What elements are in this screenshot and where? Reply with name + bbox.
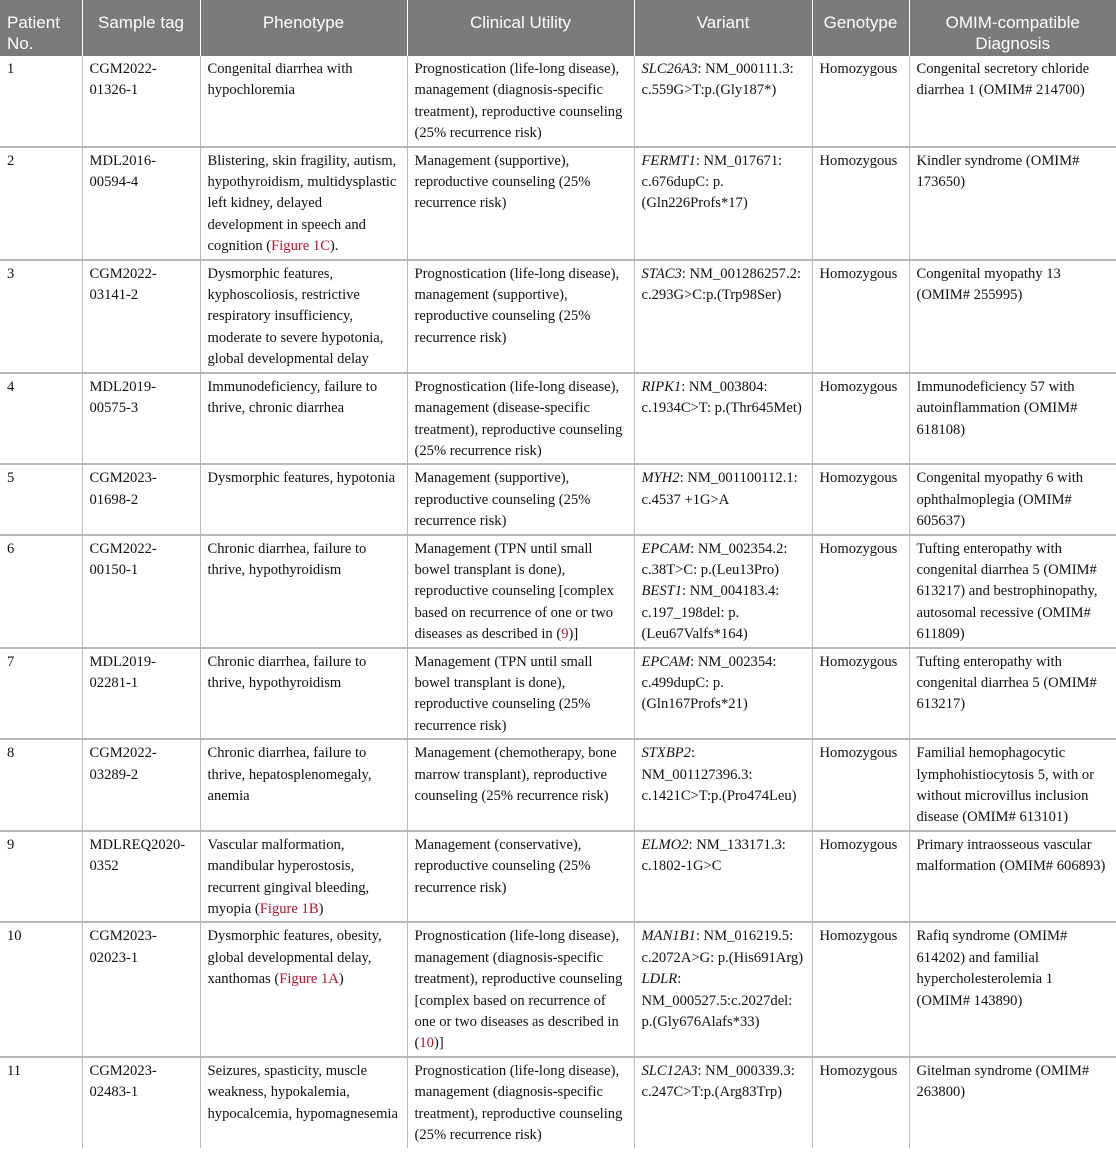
genotype-cell: Homozygous — [812, 147, 909, 260]
gene-name: SLC26A3 — [641, 61, 698, 77]
variant-cell — [634, 464, 812, 534]
variant-entry — [642, 928, 804, 965]
variant-entry — [642, 652, 806, 716]
phenotype-text: Chronic diarrhea, failure to thrive, hypothyroidism — [207, 653, 367, 691]
col-patient-no: Patient No. — [0, 0, 82, 56]
variant-cell — [634, 922, 812, 1056]
utility-text: Management (supportive), reproductive counseling (25% recurrence risk) — [414, 470, 591, 530]
variant-notation: : NM_133171.3: c.1802-1G>C — [641, 836, 786, 875]
phenotype-cell — [200, 147, 407, 260]
variant-entry — [642, 743, 806, 807]
variant-entry — [642, 1061, 806, 1104]
patient-no: 10 — [0, 922, 82, 1056]
clinical-utility-cell — [407, 739, 634, 831]
diagnosis-cell: Rafiq syndrome (OMIM# 614202) and familial hypercholesterolemia 1 (OMIM# 143890) — [909, 922, 1116, 1056]
diagnosis-cell: Congenital myopathy 6 with ophthalmoplegia (OMIM# 605637) — [909, 464, 1116, 534]
diagnosis-cell: Tufting enteropathy with congenital diarrhea 5 (OMIM# 613217) — [909, 648, 1116, 740]
sample-tag: CGM2022-00150-1 — [82, 535, 200, 648]
clinical-utility-cell — [407, 260, 634, 373]
phenotype-text: Vascular malformation, mandibular hyperostosis, recurrent gingival bleeding, myopia ( — [207, 836, 370, 918]
sample-tag: MDL2016-00594-4 — [82, 147, 200, 260]
reference-link[interactable]: Figure 1C — [271, 238, 330, 255]
genotype-cell: Homozygous — [812, 648, 909, 740]
utility-text: Prognostication (life-long disease), management (supportive), reproductive counseling (25% recurrence risk) — [414, 265, 620, 346]
variant-notation: : NM_000111.3: c.559G>T:p.(Gly187*) — [641, 61, 794, 99]
phenotype-text: Chronic diarrhea, failure to thrive, hypothyroidism — [207, 540, 367, 578]
sample-tag: MDL2019-02281-1 — [82, 648, 200, 740]
utility-text: Management (chemotherapy, bone marrow transplant), reproductive counseling (25% recurrence risk) — [414, 745, 617, 804]
utility-text-after: )] — [568, 626, 579, 643]
genotype-cell: Homozygous — [812, 260, 909, 373]
utility-text: Management (TPN until small bowel transplant is done), reproductive counseling (25% recurrence risk) — [414, 653, 593, 734]
gene-name: EPCAM — [641, 540, 691, 557]
patient-no: 6 — [0, 535, 82, 648]
col-genotype: Genotype — [812, 0, 909, 56]
variant-notation: : NM_016219.5: c.2072A>G: p.(His691Arg) — [641, 928, 804, 966]
phenotype-cell — [200, 1057, 407, 1148]
genotype-cell: Homozygous — [812, 464, 909, 534]
table-row — [0, 831, 1116, 923]
variant-notation: : NM_001286257.2: c.293G>C:p.(Trp98Ser) — [641, 265, 801, 304]
table-row — [0, 260, 1116, 373]
patient-no: 2 — [0, 147, 82, 260]
table-row — [0, 373, 1116, 465]
clinical-utility-cell — [407, 56, 634, 147]
clinical-utility-cell — [407, 1057, 634, 1148]
utility-text: Management (supportive), reproductive counseling (25% recurrence risk) — [414, 152, 591, 212]
diagnosis-cell: Congenital secretory chloride diarrhea 1 (OMIM# 214700) — [909, 56, 1116, 147]
reference-link[interactable]: 10 — [419, 1035, 434, 1052]
patient-no: 9 — [0, 831, 82, 923]
variant-cell — [634, 535, 812, 648]
utility-text: Prognostication (life-long disease), management (diagnosis-specific treatment), reproductive counseling [complex based on recurrence of one or two diseases as described in ( — [414, 928, 623, 1052]
variant-notation: : NM_002354.2: c.38T>C: p.(Leu13Pro) — [641, 540, 788, 578]
sample-tag: CGM2022-03289-2 — [82, 739, 200, 831]
utility-text: Prognostication (life-long disease), management (diagnosis-specific treatment), reproductive counseling (25% recurrence risk) — [414, 61, 623, 142]
table-row — [0, 147, 1116, 260]
table-row — [0, 464, 1116, 534]
genotype-cell: Homozygous — [812, 739, 909, 831]
phenotype-text: Chronic diarrhea, failure to thrive, hepatosplenomegaly, anemia — [207, 745, 372, 804]
genotype-cell: Homozygous — [812, 373, 909, 465]
sample-tag: CGM2023-02023-1 — [82, 922, 200, 1056]
gene-name: ELMO2 — [641, 836, 689, 853]
variant-entry — [642, 539, 806, 582]
phenotype-cell — [200, 373, 407, 465]
variant-notation: : NM_000527.5:c.2027del: p.(Gly676Alafs*33) — [641, 971, 793, 1031]
phenotype-text: Congenital diarrhea with hypochloremia — [207, 61, 353, 99]
gene-name: RIPK1 — [641, 378, 682, 395]
clinical-utility-cell — [407, 648, 634, 740]
genotype-cell: Homozygous — [812, 535, 909, 648]
variant-notation: : NM_017671: c.676dupC: p.(Gln226Profs*17) — [641, 152, 783, 212]
col-phenotype: Phenotype — [200, 0, 407, 56]
clinical-utility-cell — [407, 147, 634, 260]
diagnosis-cell: Gitelman syndrome (OMIM# 263800) — [909, 1057, 1116, 1148]
genotype-cell: Homozygous — [812, 922, 909, 1056]
gene-name: SLC12A3 — [641, 1062, 698, 1079]
phenotype-cell — [200, 739, 407, 831]
diagnosis-cell: Primary intraosseous vascular malformation (OMIM# 606893) — [909, 831, 1116, 923]
variant-entry — [642, 264, 806, 307]
diagnosis-cell: Tufting enteropathy with congenital diarrhea 5 (OMIM# 613217) and bestrophinopathy, autosomal recessive (OMIM# 611809) — [909, 535, 1116, 648]
variant-notation: : NM_003804: c.1934C>T: p.(Thr645Met) — [641, 378, 802, 417]
sample-tag: CGM2022-01326-1 — [82, 56, 200, 147]
patient-no: 8 — [0, 739, 82, 831]
phenotype-text: Immunodeficiency, failure to thrive, chronic diarrhea — [207, 378, 378, 417]
variant-entry — [642, 468, 806, 511]
phenotype-text-after: ). — [329, 238, 339, 255]
diagnosis-cell: Kindler syndrome (OMIM# 173650) — [909, 147, 1116, 260]
table-row — [0, 739, 1116, 831]
phenotype-cell — [200, 535, 407, 648]
variant-entry — [642, 835, 806, 878]
variant-notation: : NM_001127396.3: c.1421C>T:p.(Pro474Leu) — [641, 745, 797, 804]
variant-cell — [634, 648, 812, 740]
gene-name: MAN1B1 — [641, 928, 696, 945]
col-diagnosis: OMIM-compatible Diagnosis — [909, 0, 1116, 56]
clinical-utility-cell — [407, 535, 634, 648]
utility-text: Management (TPN until small bowel transplant is done), reproductive counseling [complex based on recurrence of one or two diseases as described in ( — [414, 540, 614, 643]
variant-notation: : NM_002354: c.499dupC: p.(Gln167Profs*21) — [641, 653, 777, 713]
variant-entry — [642, 581, 806, 645]
variant-cell — [634, 147, 812, 260]
header-row — [0, 0, 1116, 56]
variant-notation: : NM_001100112.1: c.4537 +1G>A — [641, 470, 798, 508]
variant-cell — [634, 260, 812, 373]
gene-name: LDLR — [641, 971, 678, 988]
genotype-cell: Homozygous — [812, 56, 909, 147]
variant-entry — [642, 377, 806, 420]
patient-no: 5 — [0, 464, 82, 534]
utility-text: Prognostication (life-long disease), management (disease-specific treatment), reproductive counseling (25% recurrence risk) — [414, 378, 623, 459]
gene-name: STAC3 — [641, 265, 682, 282]
diagnosis-cell: Immunodeficiency 57 with autoinflammation (OMIM# 618108) — [909, 373, 1116, 465]
variant-notation: : NM_000339.3: c.247C>T:p.(Arg83Trp) — [641, 1062, 795, 1101]
variant-entry — [642, 151, 806, 215]
variant-cell — [634, 831, 812, 923]
clinical-utility-cell — [407, 373, 634, 465]
phenotype-text-after: ) — [318, 901, 324, 918]
reference-link[interactable]: Figure 1B — [259, 901, 319, 918]
phenotype-cell — [200, 260, 407, 373]
sample-tag: MDLREQ2020-0352 — [82, 831, 200, 923]
patient-no: 4 — [0, 373, 82, 465]
phenotype-text-after: ) — [338, 971, 344, 988]
col-sample-tag: Sample tag — [82, 0, 200, 56]
phenotype-cell — [200, 464, 407, 534]
diagnosis-cell: Congenital myopathy 13 (OMIM# 255995) — [909, 260, 1116, 373]
table-row — [0, 1057, 1116, 1148]
utility-text: Management (conservative), reproductive counseling (25% recurrence risk) — [414, 836, 591, 896]
variant-entry — [642, 59, 806, 102]
col-variant: Variant — [634, 0, 812, 56]
variant-entry — [642, 971, 793, 1030]
patient-no: 3 — [0, 260, 82, 373]
table-row — [0, 56, 1116, 147]
gene-name: STXBP2 — [641, 745, 691, 762]
sample-tag: CGM2023-02483-1 — [82, 1057, 200, 1148]
phenotype-text: Dysmorphic features, kyphoscoliosis, restrictive respiratory insufficiency, moderate to severe hypotonia, global developmental delay — [207, 265, 384, 368]
table-row — [0, 922, 1116, 1056]
phenotype-cell — [200, 648, 407, 740]
patient-no: 7 — [0, 648, 82, 740]
clinical-utility-cell — [407, 464, 634, 534]
variant-notation: : NM_004183.4: c.197_198del: p.(Leu67Valfs*164) — [641, 583, 780, 643]
gene-name: FERMT1 — [641, 152, 696, 169]
patient-no: 1 — [0, 56, 82, 147]
genotype-cell: Homozygous — [812, 831, 909, 923]
sample-tag: MDL2019-00575-3 — [82, 373, 200, 465]
sample-tag: CGM2022-03141-2 — [82, 260, 200, 373]
table-row — [0, 648, 1116, 740]
utility-text: Prognostication (life-long disease), management (diagnosis-specific treatment), reproductive counseling (25% recurrence risk) — [414, 1062, 623, 1144]
reference-link[interactable]: Figure 1A — [279, 971, 339, 988]
col-clinical-utility: Clinical Utility — [407, 0, 634, 56]
variant-cell — [634, 1057, 812, 1148]
variant-cell — [634, 373, 812, 465]
reference-link[interactable]: 9 — [561, 626, 569, 643]
phenotype-text: Blistering, skin fragility, autism, hypothyroidism, multidysplastic left kidney, delayed development in speech and cognition ( — [207, 152, 397, 255]
variant-cell — [634, 739, 812, 831]
gene-name: BEST1 — [641, 583, 683, 600]
table-row — [0, 535, 1116, 648]
phenotype-text: Dysmorphic features, hypotonia — [207, 470, 396, 487]
phenotype-text: Seizures, spasticity, muscle weakness, hypokalemia, hypocalcemia, hypomagnesemia — [207, 1062, 398, 1122]
phenotype-cell — [200, 56, 407, 147]
clinical-utility-cell — [407, 922, 634, 1056]
genotype-cell: Homozygous — [812, 1057, 909, 1148]
variant-cell — [634, 56, 812, 147]
diagnosis-cell: Familial hemophagocytic lymphohistiocytosis 5, with or without microvillus inclusion disease (OMIM# 613101) — [909, 739, 1116, 831]
gene-name: EPCAM — [641, 653, 691, 670]
sample-tag: CGM2023-01698-2 — [82, 464, 200, 534]
phenotype-cell — [200, 922, 407, 1056]
phenotype-cell — [200, 831, 407, 923]
phenotype-text: Dysmorphic features, obesity, global developmental delay, xanthomas ( — [207, 928, 382, 988]
gene-name: MYH2 — [641, 470, 680, 487]
clinical-utility-cell — [407, 831, 634, 923]
utility-text-after: )] — [433, 1035, 444, 1052]
patient-no: 11 — [7, 1062, 22, 1079]
